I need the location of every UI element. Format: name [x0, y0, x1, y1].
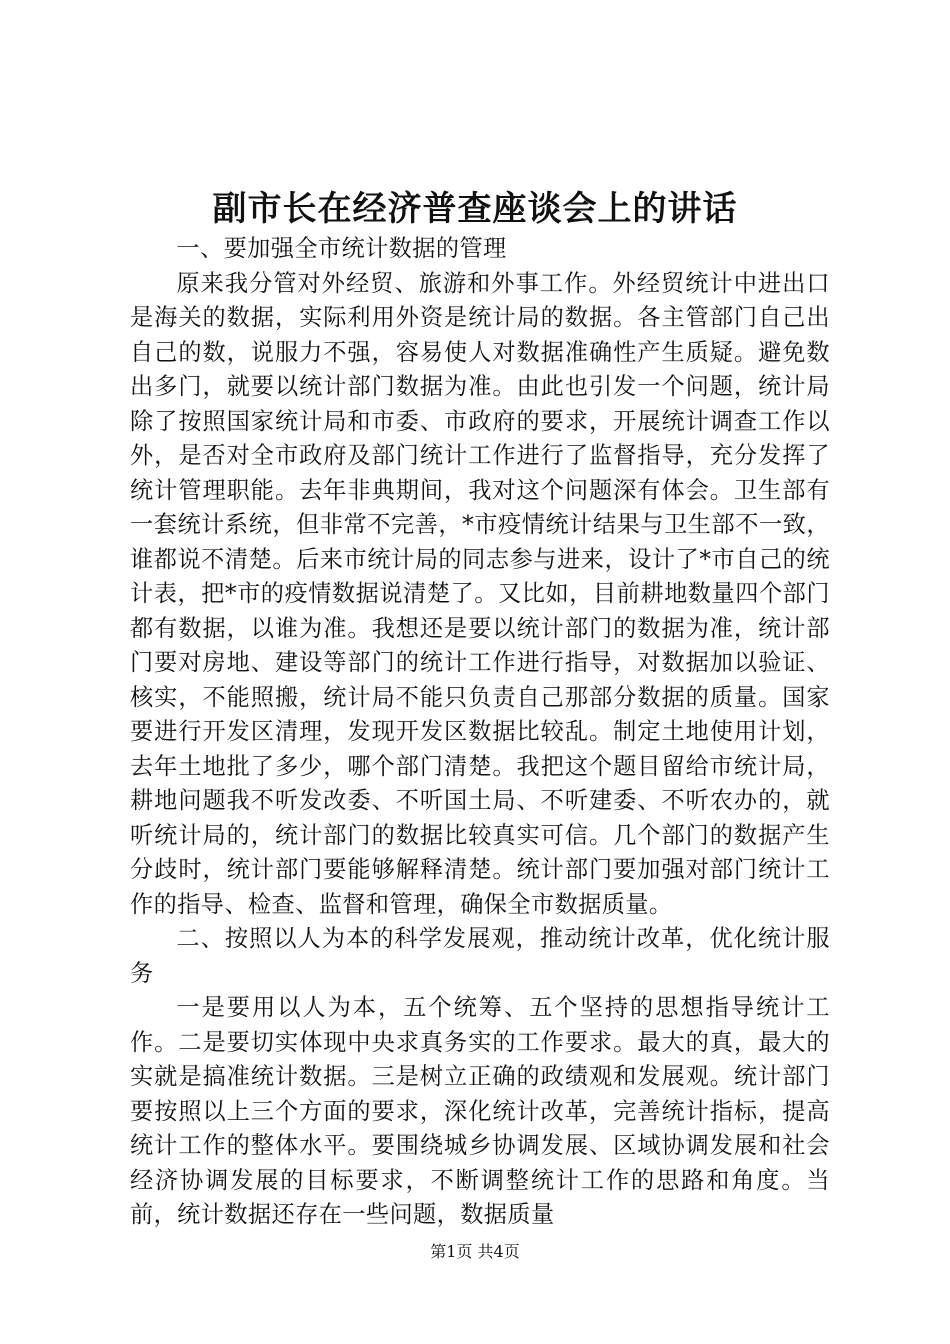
paragraph-2: 一是要用以人为本，五个统筹、五个坚持的思想指导统计工作。二是要切实体现中央求真务实的工作要求。最大的真，最大的实就是搞准统计数据。三是树立正确的政绩观和发展观。统计部门要按照以上三个方面的要求，深化统计改革，完善统计指标，提高统计工作的整体水平。要围绕城乡协调发展、区域协调发展和社会经济协调发展的目标要求，不断调整统计工作的思路和角度。当前，统计数据还存在一些问题，数据质量 — [130, 994, 830, 1228]
section-heading-2: 二、按照以人为本的科学发展观，推动统计改革，优化统计服务 — [130, 925, 830, 987]
paragraph-1: 原来我分管对外经贸、旅游和外事工作。外经贸统计中进出口是海关的数据，实际利用外资是统计局的数据。各主管部门自己出自己的数，说服力不强，容易使人对数据准确性产生质疑。避免数出多门，就要以统计部门数据为准。由此也引发一个问题，统计局除了按照国家统计局和市委、市政府的要求，开展统计调查工作以外，是否对全市政府及部门统计工作进行了监督指导，充分发挥了统计管理职能。去年非典期间，我对这个问题深有体会。卫生部有一套统计系统，但非常不完善，*市疫情统计结果与卫生部不一致，谁都说不清楚。后来市统计局的同志参与进来，设计了*市自己的统计表，把*市的疫情数据说清楚了。又比如，目前耕地数量四个部门都有数据，以谁为准。我想还是要以统计部门的数据为准，统计部门要对房地、建设等部门的统计工作进行指导，对数据加以验证、核实，不能照搬，统计局不能只负责自己那部分数据的质量。国家要进行开发区清理，发现开发区数据比较乱。制定土地使用计划，去年土地批了多少，哪个部门清楚。我把这个题目留给市统计局，耕地问题我不听发改委、不听国土局、不听建委、不听农办的，就听统计局的，统计部门的数据比较真实可信。几个部门的数据产生分歧时，统计部门要能够解释清楚。统计部门要加强对部门统计工作的指导、检查、监督和管理，确保全市数据质量。 — [130, 269, 830, 918]
page-number-footer: 第1页 共4页 — [430, 1242, 520, 1261]
document-body — [130, 232, 830, 1233]
section-heading-1: 一、要加强全市统计数据的管理 — [176, 235, 507, 262]
document-title: 副市长在经济普查座谈会上的讲话 — [212, 189, 738, 229]
